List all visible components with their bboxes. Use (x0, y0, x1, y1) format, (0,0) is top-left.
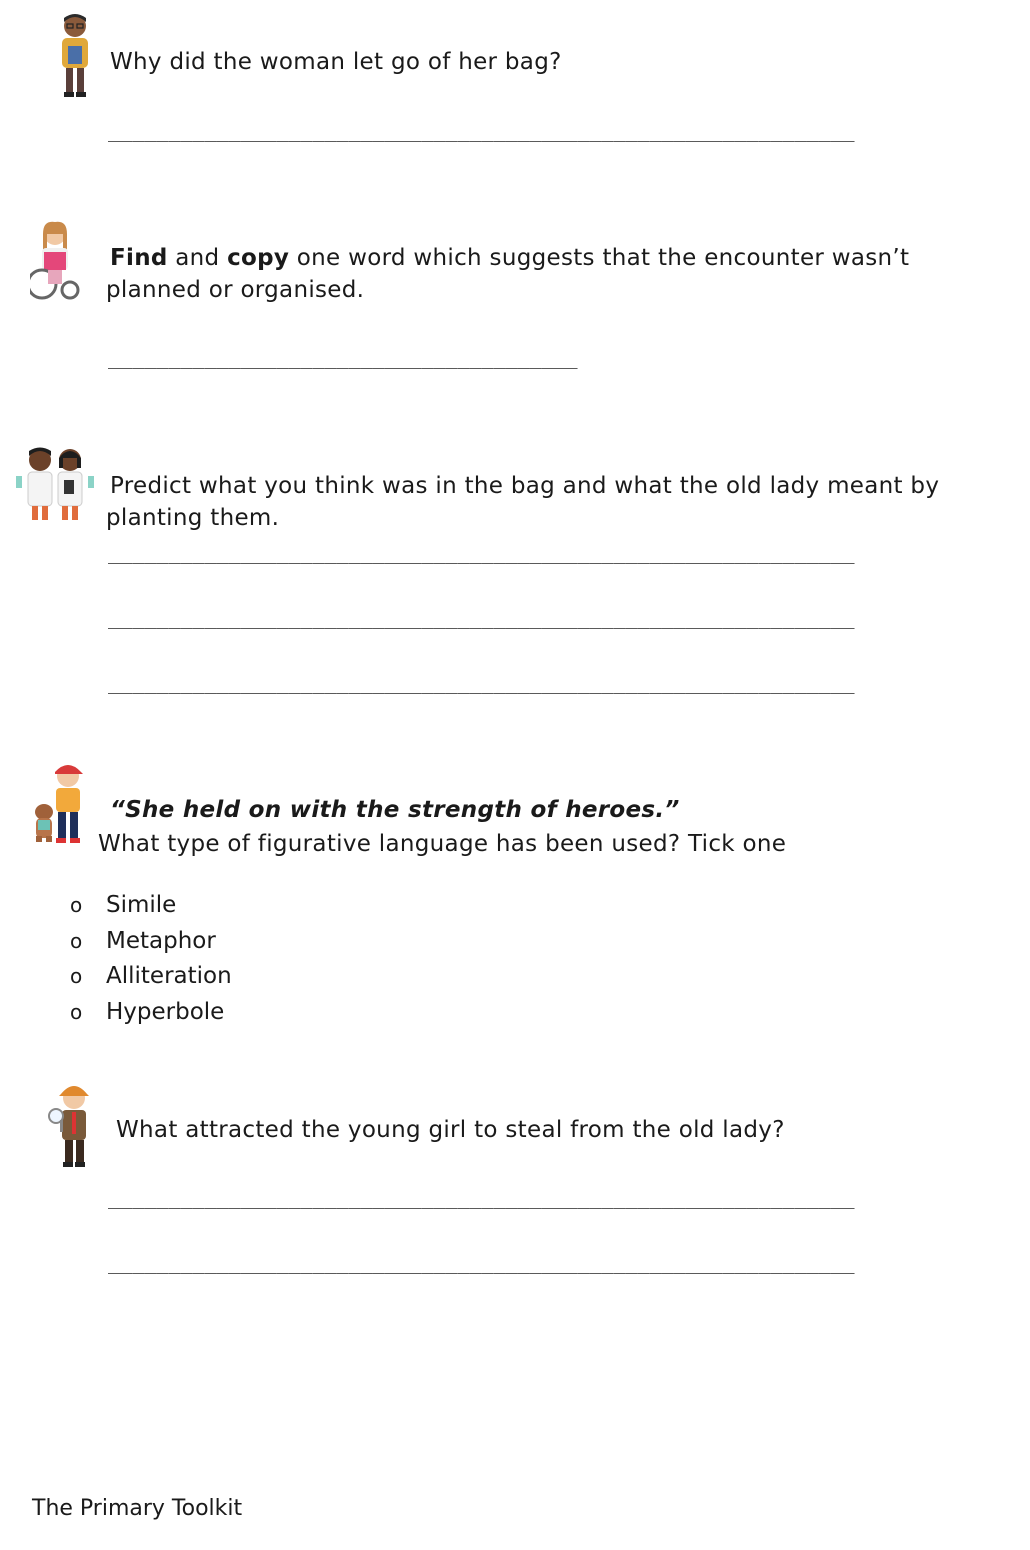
answer-line[interactable]: ______________________________________________________________ (108, 540, 855, 564)
answer-line[interactable]: ______________________________________________________________ (108, 670, 855, 694)
detective-with-magnifier-icon (46, 1080, 98, 1172)
option-metaphor[interactable] (70, 928, 216, 954)
question-4: What type of figurative language has been used? Tick one (98, 831, 787, 857)
question-2-line-2: planned or organised. (106, 277, 365, 303)
radio-bullet[interactable]: o (70, 1000, 83, 1024)
option-label: Metaphor (106, 928, 216, 954)
radio-bullet[interactable]: o (70, 964, 83, 988)
instruction-and: and (175, 245, 220, 271)
option-alliteration[interactable] (70, 963, 232, 989)
boy-with-tablet-icon (56, 12, 94, 102)
answer-line[interactable]: ______________________________________________________________ (108, 118, 855, 142)
answer-line[interactable]: ______________________________________________________________ (108, 1250, 855, 1274)
question-3: Predict what you think was in the bag and what the old lady meant by (110, 473, 940, 499)
answer-line-short[interactable]: _______________________________________ (108, 345, 578, 369)
footer-brand: The Primary Toolkit (32, 1496, 243, 1521)
option-label: Hyperbole (106, 999, 225, 1025)
two-scientists-icon (14, 446, 96, 528)
option-label: Simile (106, 892, 177, 918)
question-2-text: one word which suggests that the encounter wasn’t (296, 245, 910, 271)
boy-with-dog-icon (30, 760, 86, 850)
option-simile[interactable] (70, 892, 176, 918)
radio-bullet[interactable]: o (70, 929, 83, 953)
question-5: What attracted the young girl to steal from the old lady? (116, 1117, 785, 1143)
radio-bullet[interactable]: o (70, 893, 83, 917)
girl-in-wheelchair-reading-icon (30, 220, 80, 306)
option-label: Alliteration (106, 963, 232, 989)
option-hyperbole[interactable] (70, 999, 224, 1025)
question-2 (110, 242, 909, 274)
answer-line[interactable]: ______________________________________________________________ (108, 1185, 855, 1209)
answer-line[interactable]: ______________________________________________________________ (108, 605, 855, 629)
instruction-copy: copy (227, 245, 290, 271)
quote: “She held on with the strength of heroes.” (110, 797, 680, 823)
instruction-find: Find (110, 245, 168, 271)
question-3-line-2: planting them. (106, 505, 280, 531)
question-1: Why did the woman let go of her bag? (110, 49, 562, 75)
